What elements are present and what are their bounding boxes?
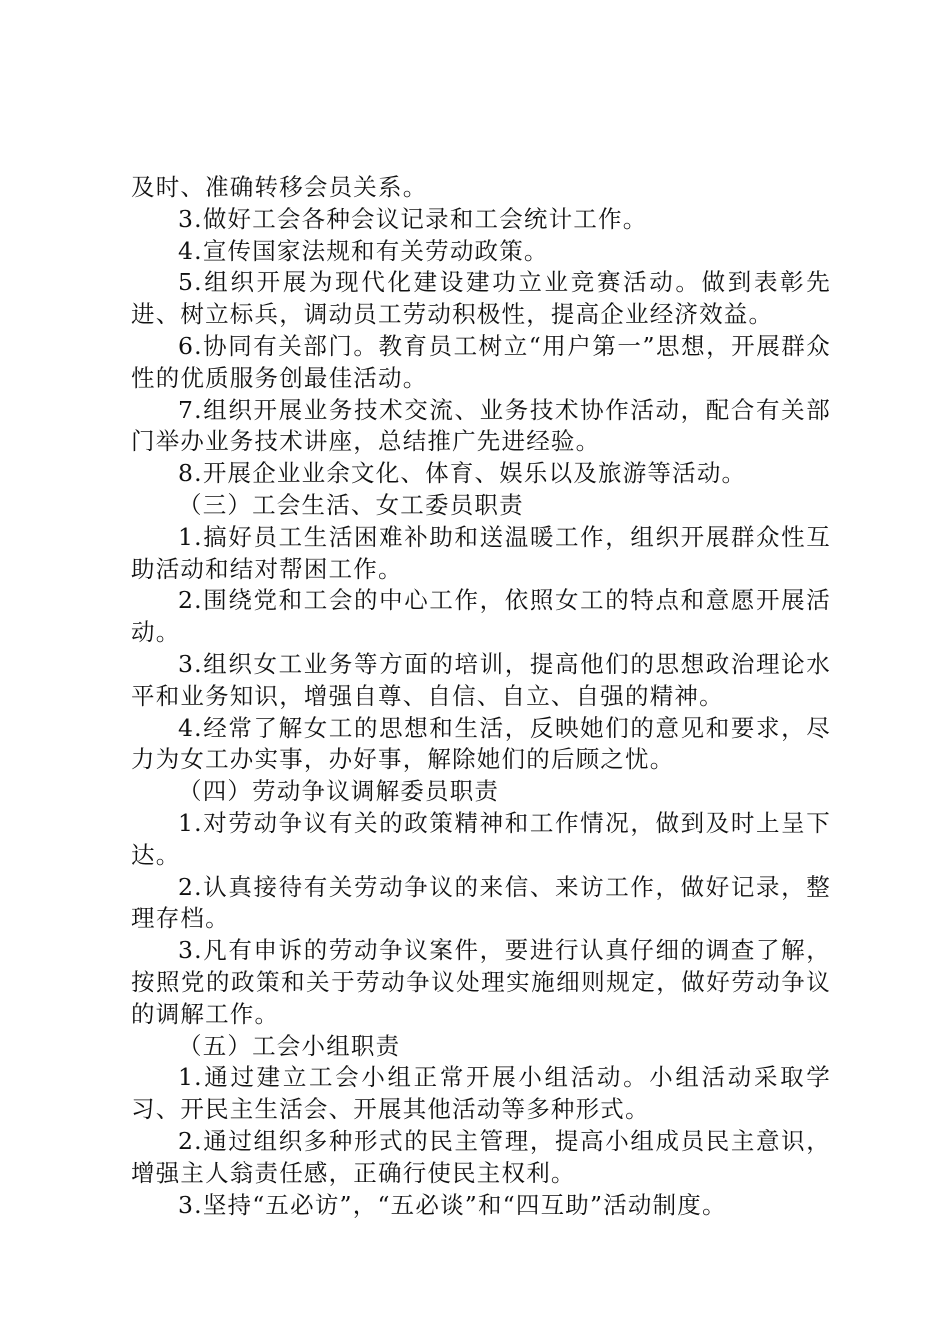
paragraph-item: 1.对劳动争议有关的政策精神和工作情况，做到及时上呈下达。 (131, 808, 831, 869)
document-body (131, 172, 831, 1221)
paragraph-item: 2.围绕党和工会的中心工作，依照女工的特点和意愿开展活动。 (131, 586, 831, 647)
paragraph-item: 1.搞好员工生活困难补助和送温暖工作，组织开展群众性互助活动和结对帮困工作。 (131, 522, 831, 583)
paragraph-item: 4.宣传国家法规和有关劳动政策。 (178, 236, 549, 265)
paragraph-item: 8.开展企业业余文化、体育、娱乐以及旅游等活动。 (178, 459, 747, 488)
section-heading: （四）劳动争议调解委员职责 (178, 777, 500, 806)
paragraph-item: 1.通过建立工会小组正常开展小组活动。小组活动采取学习、开民主生活会、开展其他活动等多种形式。 (131, 1063, 831, 1124)
paragraph-item: 6.协同有关部门。教育员工树立“用户第一”思想，开展群众性的优质服务创最佳活动。 (131, 331, 831, 392)
paragraph-item: 7.组织开展业务技术交流、业务技术协作活动，配合有关部门举办业务技术讲座，总结推广先进经验。 (131, 395, 831, 456)
paragraph-item: 2.认真接待有关劳动争议的来信、来访工作，做好记录，整理存档。 (131, 872, 831, 933)
paragraph-item: 3.做好工会各种会议记录和工会统计工作。 (178, 204, 648, 233)
paragraph-continuation: 及时、准确转移会员关系。 (131, 173, 428, 201)
paragraph-item: 3.凡有申诉的劳动争议案件，要进行认真仔细的调查了解，按照党的政策和关于劳动争议处理实施细则规定，做好劳动争议的调解工作。 (131, 936, 831, 1028)
paragraph-item: 2.通过组织多种形式的民主管理，提高小组成员民主意识，增强主人翁责任感，正确行使民主权利。 (131, 1126, 831, 1187)
section-heading: （三）工会生活、女工委员职责 (178, 490, 524, 519)
paragraph-item: 5.组织开展为现代化建设建功立业竞赛活动。做到表彰先进、树立标兵，调动员工劳动积极性，提高企业经济效益。 (131, 268, 831, 329)
paragraph-item: 4.经常了解女工的思想和生活，反映她们的意见和要求，尽力为女工办实事，办好事，解除她们的后顾之忧。 (131, 713, 831, 774)
section-heading: （五）工会小组职责 (178, 1031, 401, 1060)
paragraph-item: 3.坚持“五必访”，“五必谈”和“四互助”活动制度。 (178, 1190, 727, 1219)
paragraph-item: 3.组织女工业务等方面的培训，提高他们的思想政治理论水平和业务知识，增强自尊、自信、自立、自强的精神。 (131, 649, 831, 710)
